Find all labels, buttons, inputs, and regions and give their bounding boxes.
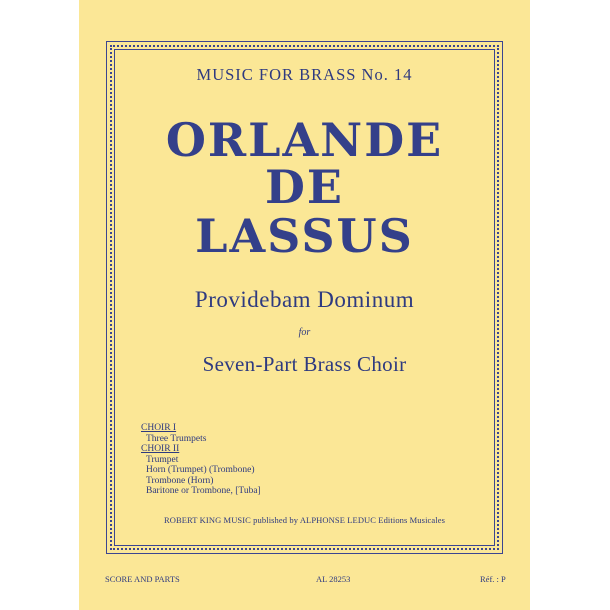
choir-heading: CHOIR II <box>141 444 180 454</box>
composer-name-line-1: ORLANDE <box>165 113 444 167</box>
series-title: MUSIC FOR BRASS No. 14 <box>196 65 413 84</box>
sheet-music-cover <box>79 0 530 610</box>
reference-code: Réf. : P <box>480 574 506 584</box>
ensemble-title: Seven-Part Brass Choir <box>202 352 407 376</box>
instrument-part: Baritone or Trombone, [Tuba] <box>146 486 261 496</box>
instrumentation-list <box>141 423 261 497</box>
edition-type: SCORE AND PARTS <box>105 574 180 584</box>
publisher-line: ROBERT KING MUSIC published by ALPHONSE LEDUC Editions Musicales <box>163 515 446 525</box>
instrument-part: Trumpet <box>146 454 179 465</box>
instrument-part: Three Trumpets <box>146 433 207 444</box>
instrument-part: Horn (Trumpet) (Trombone) <box>146 465 255 475</box>
work-title: Providebam Dominum <box>194 287 415 312</box>
choir-heading: CHOIR I <box>141 423 177 433</box>
composer-name-line-3: LASSUS <box>195 209 414 263</box>
catalog-number: AL 28253 <box>316 574 351 584</box>
instrument-part: Trombone (Horn) <box>146 475 214 486</box>
composer-name-line-2: DE <box>265 160 344 214</box>
for-label: for <box>298 327 311 338</box>
